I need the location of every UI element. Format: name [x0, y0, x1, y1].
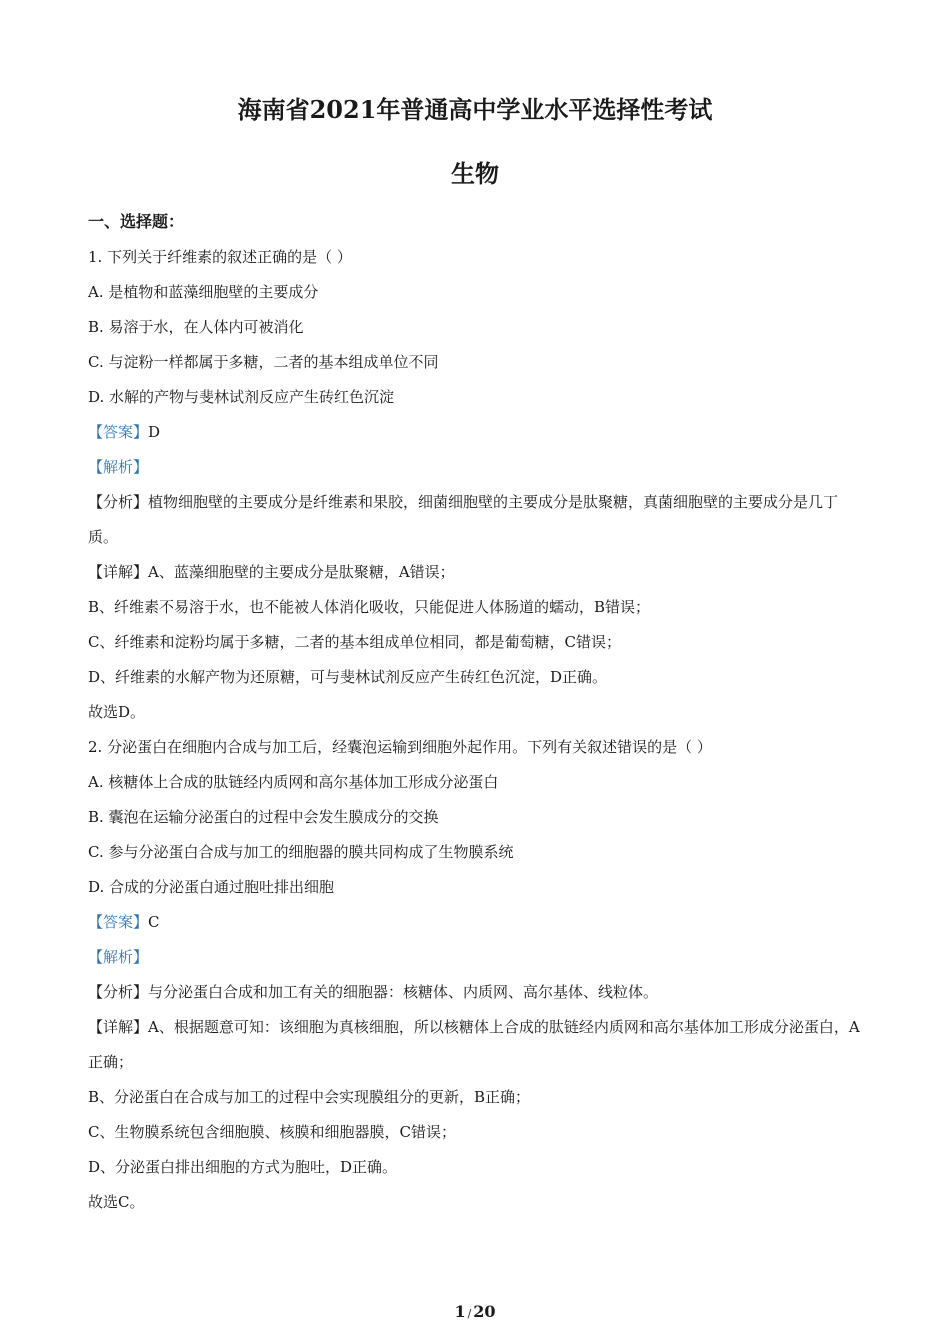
- question-2-fenxi: [88, 975, 868, 1010]
- question-2-option-d: D. 合成的分泌蛋白通过胞吐排出细胞: [88, 878, 335, 896]
- question-1-detail-c: C、纤维素和淀粉均属于多糖，二者的基本组成单位相同，都是葡萄糖，C错误；: [88, 633, 621, 651]
- fenxi-text: 植物细胞壁的主要成分是纤维素和果胶，细菌细胞壁的主要成分是肽聚糖，真菌细胞壁的主要成分是几丁质。: [88, 493, 839, 546]
- answer-tag: 【答案】: [88, 913, 149, 931]
- fenxi-tag: 【分析】: [88, 983, 149, 1001]
- question-2-option-c: C. 参与分泌蛋白合成与加工的细胞器的膜共同构成了生物膜系统: [88, 843, 514, 861]
- question-1-conclusion: 故选D。: [88, 703, 146, 721]
- question-1-analysis-label: [88, 450, 868, 485]
- question-1-detail-a: [88, 555, 868, 590]
- page-number: [0, 1302, 950, 1321]
- content-body: [88, 240, 868, 1220]
- xiangjie-tag: 【详解】: [88, 563, 149, 581]
- current-page: 1: [454, 1302, 466, 1321]
- question-1-option-b: B. 易溶于水，在人体内可被消化: [88, 318, 304, 336]
- page-separator: /: [467, 1307, 472, 1320]
- question-2-detail-d: D、分泌蛋白排出细胞的方式为胞吐，D正确。: [88, 1158, 398, 1176]
- analysis-tag: 【解析】: [88, 458, 149, 476]
- question-1-answer: [88, 415, 868, 450]
- question-2-analysis-label: [88, 940, 868, 975]
- detail-text: A、根据题意可知：该细胞为真核细胞，所以核糖体上合成的肽链经内质网和高尔基体加工形成分泌蛋白，A正确；: [88, 1018, 860, 1071]
- question-2-conclusion: 故选C。: [88, 1193, 145, 1211]
- question-1-fenxi: [88, 485, 868, 555]
- question-1-stem: 1. 下列关于纤维素的叙述正确的是（ ）: [88, 248, 352, 266]
- detail-text: A、蓝藻细胞壁的主要成分是肽聚糖，A错误；: [148, 563, 455, 581]
- analysis-tag: 【解析】: [88, 948, 149, 966]
- answer-value: C: [148, 913, 160, 931]
- question-2-option-a: A. 核糖体上合成的肽链经内质网和高尔基体加工形成分泌蛋白: [88, 773, 499, 791]
- question-1-detail-d: D、纤维素的水解产物为还原糖，可与斐林试剂反应产生砖红色沉淀，D正确。: [88, 668, 608, 686]
- total-pages: 20: [473, 1302, 496, 1321]
- exam-title: 海南省2021年普通高中学业水平选择性考试: [237, 95, 713, 124]
- question-1-option-d: D. 水解的产物与斐林试剂反应产生砖红色沉淀: [88, 388, 395, 406]
- question-1-detail-b: B、纤维素不易溶于水，也不能被人体消化吸收，只能促进人体肠道的蠕动，B错误；: [88, 598, 651, 616]
- section-heading: 一、选择题：: [88, 212, 185, 231]
- xiangjie-tag: 【详解】: [88, 1018, 149, 1036]
- question-2-detail-b: B、分泌蛋白在合成与加工的过程中会实现膜组分的更新，B正确；: [88, 1088, 531, 1106]
- subject-title: 生物: [451, 159, 499, 188]
- fenxi-tag: 【分析】: [88, 493, 149, 511]
- question-2-stem: 2. 分泌蛋白在细胞内合成与加工后，经囊泡运输到细胞外起作用。下列有关叙述错误的是（ ）: [88, 738, 712, 756]
- question-2-detail-c: C、生物膜系统包含细胞膜、核膜和细胞器膜，C错误；: [88, 1123, 456, 1141]
- question-1-option-c: C. 与淀粉一样都属于多糖，二者的基本组成单位不同: [88, 353, 439, 371]
- answer-value: D: [148, 423, 161, 441]
- question-2-detail-a: [88, 1010, 868, 1080]
- question-2-option-b: B. 囊泡在运输分泌蛋白的过程中会发生膜成分的交换: [88, 808, 439, 826]
- fenxi-text: 与分泌蛋白合成和加工有关的细胞器：核糖体、内质网、高尔基体、线粒体。: [148, 983, 659, 1001]
- question-1-option-a: A. 是植物和蓝藻细胞壁的主要成分: [88, 283, 319, 301]
- answer-tag: 【答案】: [88, 423, 149, 441]
- question-2-answer: [88, 905, 868, 940]
